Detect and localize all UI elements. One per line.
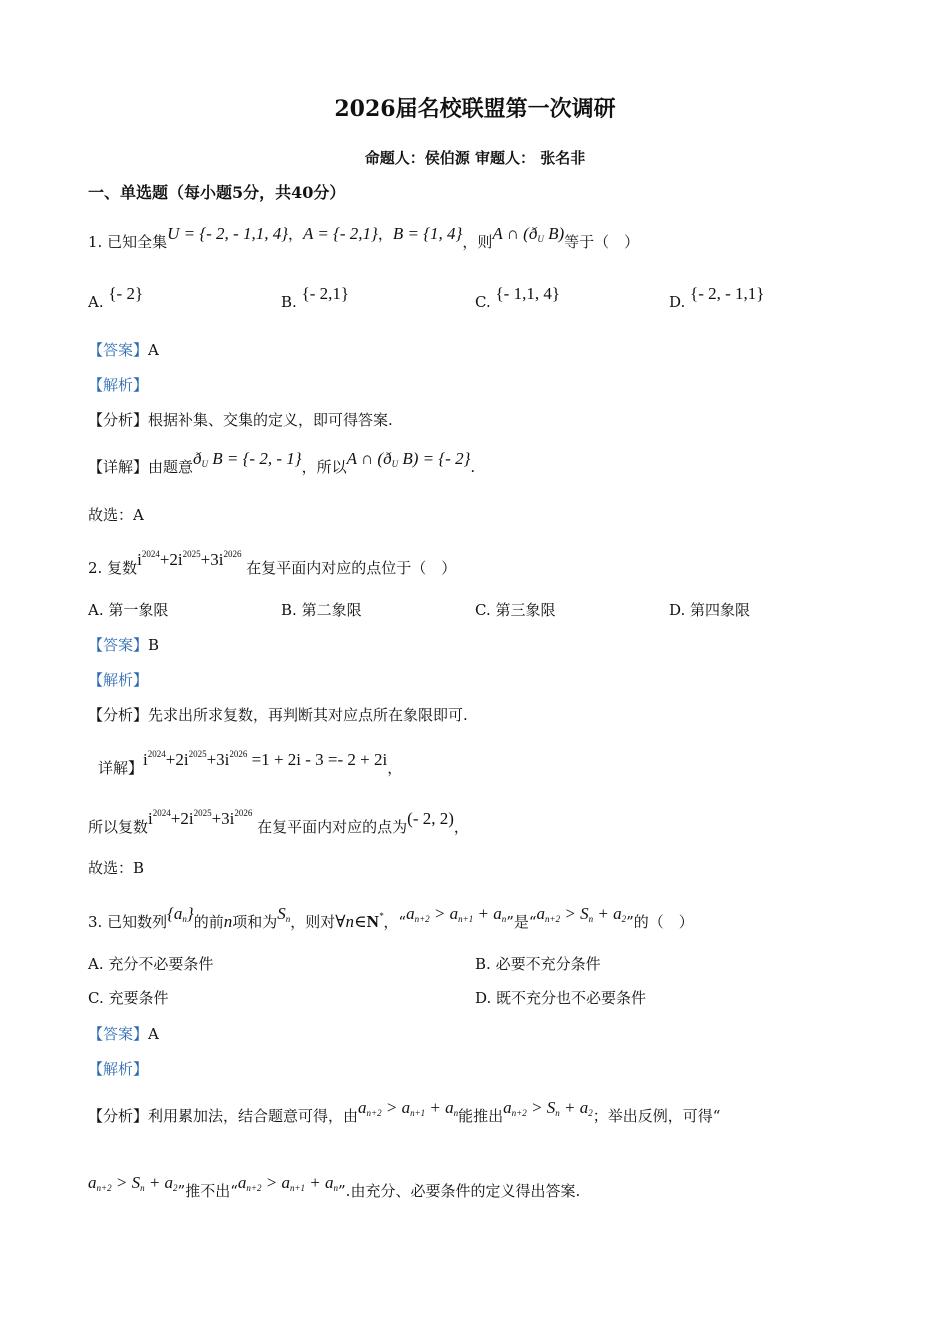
q3-option-c: C. 充要条件 [88, 989, 169, 1007]
q2-option-c: C. 第三象限 [475, 601, 556, 619]
q1-detail: 【详解】由题意$ð_U$ B = {- 2, - 1}，所以A ∩ ($ð_U$ B) = {- 2}. [88, 449, 476, 476]
question-2: 2. 复数$i^{2024}+2i^{2025}+3i^{2026}$ 在复平面内对应的点位于（ ） [88, 549, 457, 577]
q1-lead: 1. 已知全集 [88, 233, 168, 251]
q3-condition-2: $a_{n+2} > S_n + a_2$ [536, 904, 627, 924]
q3-fenxi-cond-1: $a_{n+2} > a_{n+1} + a_n$ [358, 1098, 459, 1118]
q1-fenxi: 【分析】根据补集、交集的定义，即可得答案. [88, 411, 393, 429]
q2-expression-2: $i^{2024}+2i^{2025}+3i^{2026}$ [148, 808, 253, 828]
q1-expression: A ∩ ($ð_U$ B) [492, 224, 565, 244]
section-heading: 一、单选题（每小题5分，共40分） [88, 183, 346, 202]
q3-answer: 【答案】A [88, 1025, 159, 1043]
q2-point-line: 所以复数$i^{2024}+2i^{2025}+3i^{2026}$ 在复平面内对应的点为(- 2, 2)， [88, 808, 469, 836]
q3-option-b: B. 必要不充分条件 [475, 955, 601, 973]
authors-line: 命题人：侯伯源 审题人： 张名非 [364, 149, 586, 167]
q1-tail: 等于（ ） [564, 233, 640, 251]
q2-option-d: D. 第四象限 [669, 601, 751, 619]
q3-forall: ∀n∈N* [335, 911, 384, 931]
q2-point: (- 2, 2) [407, 809, 454, 828]
q3-option-a: A. 充分不必要条件 [88, 955, 214, 973]
question-1: 1. 已知全集U = {- 2, - 1,1, 4}，A = {- 2,1}，B = {1, 4}，则A ∩ ($ð_U$ B)等于（ ） [88, 224, 640, 251]
q1-detail-complement: $ð_U$ B = {- 2, - 1} [193, 449, 302, 469]
question-3: 3. 已知数列$\{a_n\}$的前n项和为$S_n$，则对∀n∈N*，“$a_{n+2} > a_{n+1} + a_n$”是“$a_{n+2} > S_n + a_2$”的（ ） [88, 904, 694, 931]
q1-option-c: C. {- 1,1, 4} [475, 284, 560, 311]
q1-choose: 故选：A [88, 506, 144, 524]
q2-analysis-label: 【解析】 [88, 671, 149, 689]
q3-fenxi-cond-2: $a_{n+2} > S_n + a_2$ [503, 1098, 593, 1118]
page-title: 2026届名校联盟第一次调研 [334, 96, 616, 122]
q1-set-u: U = {- 2, - 1,1, 4} [167, 224, 289, 243]
q2-expression: $i^{2024}+2i^{2025}+3i^{2026}$ [137, 549, 242, 569]
q2-fenxi: 【分析】先求出所求复数，再判断其对应点所在象限即可. [88, 706, 468, 724]
q3-analysis-label: 【解析】 [88, 1060, 149, 1078]
q3-fenxi-cond-4: $a_{n+2} > a_{n+1} + a_n$ [237, 1173, 339, 1193]
q1-set-a: A = {- 2,1} [303, 224, 378, 243]
q1-answer: 【答案】A [88, 341, 159, 359]
q1-option-a: A. {- 2} [88, 284, 144, 311]
q3-fenxi-line-2: $a_{n+2} > S_n + a_2$”推不出“$a_{n+2} > a_{n+1} + a_n$”.由充分、必要条件的定义得出答案. [88, 1173, 581, 1200]
q2-answer: 【答案】B [88, 636, 160, 654]
q2-detail-expression: $i^{2024}+2i^{2025}+3i^{2026} =1 + 2i - 3 =- 2 + 2i$ [143, 749, 388, 769]
q1-option-b: B. {- 2,1} [281, 284, 350, 311]
q1-detail-result: A ∩ ($ð_U$ B) = {- 2} [346, 449, 471, 469]
q3-sequence: $\{a_n\}$ [167, 904, 194, 924]
q1-option-d: D. {- 2, - 1,1} [669, 284, 765, 311]
q2-choose: 故选：B [88, 859, 145, 877]
q3-option-d: D. 既不充分也不必要条件 [475, 989, 647, 1007]
q1-set-b: B = {1, 4} [392, 224, 463, 243]
q1-analysis-label: 【解析】 [88, 376, 149, 394]
q3-fenxi-line-1: 【分析】利用累加法，结合题意可得，由$a_{n+2} > a_{n+1} + a_n$能推出$a_{n+2} > S_n + a_2$；举出反例，可得“ [88, 1098, 721, 1125]
q2-option-b: B. 第二象限 [281, 601, 362, 619]
q3-fenxi-cond-3: $a_{n+2} > S_n + a_2$ [88, 1173, 178, 1193]
q2-detail: 详解】$i^{2024}+2i^{2025}+3i^{2026} =1 + 2i - 3 =- 2 + 2i$， [98, 749, 403, 777]
q3-condition-1: $a_{n+2} > a_{n+1} + a_n$ [406, 904, 507, 924]
q3-sum: $S_n$ [277, 904, 291, 924]
q1-then: ，则 [462, 233, 493, 251]
q2-option-a: A. 第一象限 [88, 601, 169, 619]
